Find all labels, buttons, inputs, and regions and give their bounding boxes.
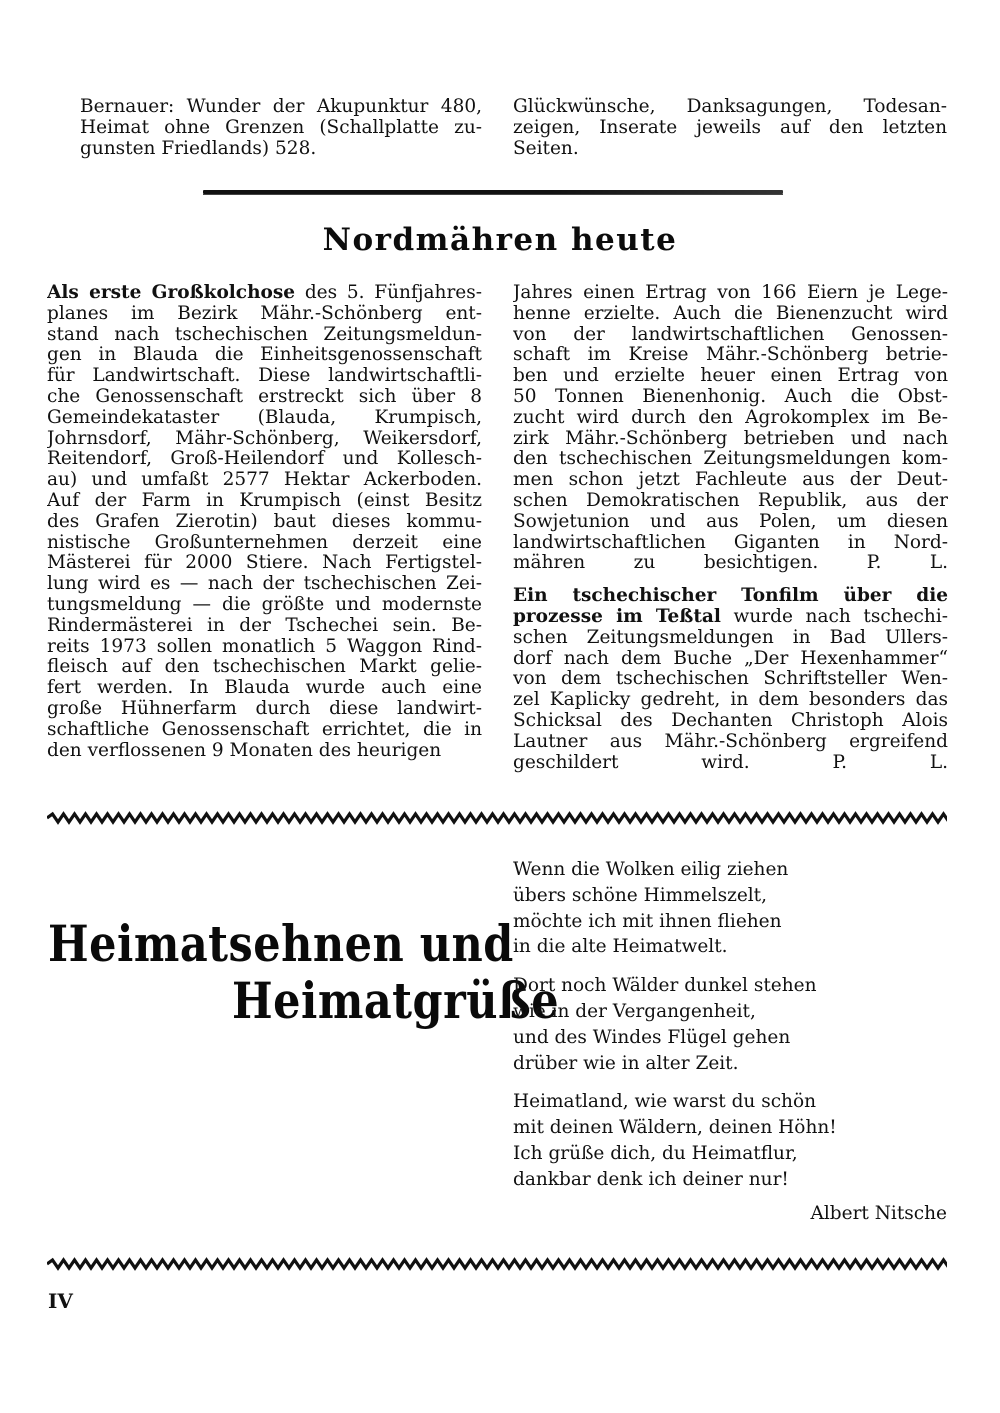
text-line: Gemeindekataster (Blauda, Krumpisch, [47,407,482,428]
wavy-divider-graphic [47,811,947,825]
article-lead-rest: des 5. Fünfjahres- [295,283,482,303]
wavy-divider [47,811,947,825]
text-line: lung wird es — nach der tschechischen Zei- [47,574,482,595]
poem-stanza [513,1089,948,1192]
text-line: che Genossenschaft erstreckt sich über 8 [47,386,482,407]
poem-title-line-1: Heimatsehnen und [48,916,514,974]
second-article-lines [513,628,948,753]
poem-line: mit deinen Wäldern, deinen Höhn! [513,1117,837,1139]
poem [513,857,948,1206]
wavy-divider-graphic [47,1257,947,1271]
text-line: zirk Mähr.-Schönberg betrieben und nach [513,428,948,449]
text-line: Lautner aus Mähr.-Schönberg ergreifend [513,731,948,752]
poem-stanza [513,857,948,960]
text-line: Bernauer: Wunder der Akupunktur 480, [80,97,482,117]
signature: P. L. [866,552,948,574]
text-line: schen Zeitungsmeldungen in Bad Ullers- [513,627,948,648]
text-line: fert werden. In Blauda wurde auch eine [47,678,482,699]
poem-line: drüber wie in alter Zeit. [513,1052,739,1074]
second-article-lead-rest: wurde nach tschechi- [720,606,948,627]
text-line: men schon jetzt Fachleute aus der Deut- [513,470,948,491]
article-lead-line [47,283,482,304]
poem-author: Albert Nitsche [810,1203,947,1224]
section-divider-thin [203,194,783,195]
text-line: 50 Tonnen Bienenhonig. Auch die Obst- [513,386,948,407]
text-line: schaftliche Genossenschaft errichtet, die in [47,719,482,740]
text-line: au) und umfaßt 2577 Hektar Ackerboden. [47,470,482,491]
article-lead-bold: Als erste Großkolchose [47,283,296,303]
poem-line: Dort noch Wälder dunkel stehen [513,975,817,997]
article-left-column [47,283,482,761]
poem-stanza [513,973,948,1076]
text-line: stand nach tschechischen Zeitungsmeldun- [47,324,482,345]
text-line: Seiten. [513,138,579,159]
page-number: IV [48,1289,73,1313]
poem-line: wie in der Vergangenheit, [513,1000,756,1022]
poem-line: möchte ich mit ihnen fliehen [513,910,782,932]
text-line: nistische Großunternehmen derzeit eine [47,532,482,553]
text-line: des Grafen Zierotin) baut dieses kommu- [47,511,482,532]
poem-line: in die alte Heimatwelt. [513,936,728,958]
poem-line: und des Windes Flügel gehen [513,1026,791,1048]
text-line: zucht wird durch den Agrokomplex im Be- [513,407,948,428]
text-line: tungsmeldung — die größte und modernste [47,594,482,615]
text-line: den tschechischen Zeitungsmeldungen kom- [513,449,948,470]
poem-title-line-2: Heimatgrüße [232,973,560,1031]
text-line: henne erzielte. Auch die Bienenzucht wird [513,303,948,324]
text-line: Reitendorf, Groß-Heilendorf und Kollesch- [47,449,482,470]
section-title: Nordmähren heute [322,222,678,258]
poem-line: dankbar denk ich deiner nur! [513,1168,789,1190]
text-line: Auf der Farm in Krumpisch (einst Besitz [47,490,482,511]
second-article-closing-line [513,753,948,774]
poem-line: übers schöne Himmelszelt, [513,884,767,906]
text-line: von der landwirtschaftlichen Genossen- [513,324,948,345]
text-line: den verflossenen 9 Monaten des heurigen [47,740,442,761]
second-article-lead-line [513,586,948,607]
text-line: Heimat ohne Grenzen (Schallplatte zu- [80,117,482,138]
text-line: dorf nach dem Buche „Der Hexenhammer“ [513,648,948,669]
text-line: gunsten Friedlands) 528. [80,138,317,159]
article-closing-line [513,553,948,574]
text-line: schen Demokratischen Republik, aus der [513,490,948,511]
top-left-column [80,97,482,159]
poem-line: Ich grüße dich, du Heimatflur, [513,1142,798,1164]
text-line: Rindermästerei in der Tschechei sein. Be- [47,615,482,636]
article-right-column [513,283,948,773]
text-line: planes im Bezirk Mähr.-Schönberg ent- [47,303,482,324]
text-line: Glückwünsche, Danksagungen, Todesan- [513,97,947,117]
text-line: ben und erzielte heuer einen Ertrag von [513,366,948,387]
text-line: gen in Blauda die Einheitsgenossenschaft [47,345,482,366]
text-line: Mästerei für 2000 Stiere. Nach Fertigstel- [47,553,482,574]
text-line: Sowjetunion und aus Polen, um diesen [513,511,948,532]
text-line: mähren zu besichtigen. [513,552,819,574]
text-line: für Landwirtschaft. Diese landwirtschaftli- [47,366,482,387]
text-line: fleisch auf den tschechischen Markt gelie- [47,657,482,678]
text-line: zel Kaplicky gedreht, in dem besonders das [513,690,948,711]
article-right-lines [513,283,948,553]
second-article-lead-bold: Ein tschechischer Tonfilm über die [513,586,948,607]
text-line: große Hühnerfarm durch diese landwirt- [47,698,482,719]
second-article-lead-line-2 [513,607,948,628]
text-line: Johrnsdorf, Mähr-Schönberg, Weikersdorf, [47,428,482,449]
text-line: geschildert wird. [513,751,750,773]
text-line: landwirtschaftlichen Giganten in Nord- [513,532,948,553]
text-line: zeigen, Inserate jeweils auf den letzten [513,117,947,138]
article-left-lines [47,304,482,762]
text-line: reits 1973 sollen monatlich 5 Waggon Rind- [47,636,482,657]
text-line: von dem tschechischen Schriftsteller Wen- [513,669,948,690]
wavy-divider [47,1257,947,1271]
poem-line: Heimatland, wie warst du schön [513,1091,817,1113]
text-line: Jahres einen Ertrag von 166 Eiern je Lege- [513,283,948,303]
poem-line: Wenn die Wolken eilig ziehen [513,859,789,880]
top-right-column [513,97,947,159]
text-line: Schicksal des Dechanten Christoph Alois [513,710,948,731]
second-article-lead-bold-2: prozesse im Teßtal [513,606,721,627]
text-line: schaft im Kreise Mähr.-Schönberg betrie- [513,345,948,366]
signature: P. L. [832,751,948,773]
